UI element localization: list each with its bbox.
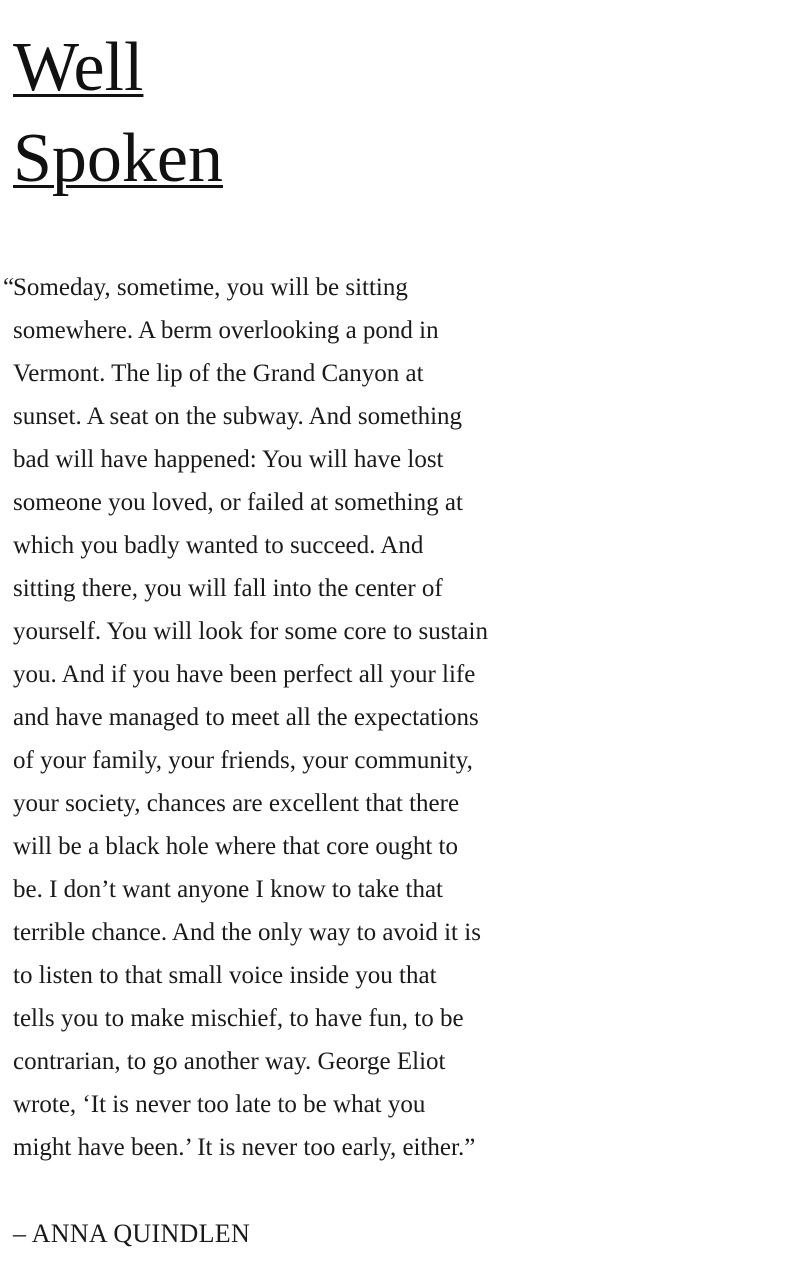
quote-line: will be a black hole where that core ought to <box>13 833 458 860</box>
quote-line: tells you to make mischief, to have fun, to be <box>13 1005 464 1032</box>
quote-line: you. And if you have been perfect all your life <box>13 661 476 688</box>
quote-line: bad will have happened: You will have lost <box>13 446 444 473</box>
page-title <box>13 22 223 204</box>
quote-line: yourself. You will look for some core to sustain <box>13 618 488 645</box>
quote-line: contrarian, to go another way. George Eliot <box>13 1048 446 1075</box>
quote-line: your society, chances are excellent that there <box>13 790 460 817</box>
quote-attribution: – ANNA QUINDLEN <box>13 1219 251 1248</box>
quote-line: of your family, your friends, your community, <box>13 747 473 774</box>
quote-line: somewhere. A berm overlooking a pond in <box>13 317 439 344</box>
quote-line: terrible chance. And the only way to avoid it is <box>13 919 481 946</box>
opening-quote-mark: “ <box>3 274 15 301</box>
quote-line: Someday, sometime, you will be sitting <box>13 274 408 301</box>
quote-line: be. I don’t want anyone I know to take that <box>13 876 443 903</box>
quote-line: and have managed to meet all the expectations <box>13 704 479 731</box>
quote-line: which you badly wanted to succeed. And <box>13 532 424 559</box>
quote-line: might have been.’ It is never too early, either.” <box>13 1134 476 1161</box>
quote-line: to listen to that small voice inside you that <box>13 962 437 989</box>
title-line-1: Well <box>13 29 144 106</box>
quote-line: sitting there, you will fall into the center of <box>13 575 443 602</box>
quote-line: sunset. A seat on the subway. And something <box>13 403 463 430</box>
quote-line: wrote, ‘It is never too late to be what you <box>13 1091 426 1118</box>
quote-line: someone you loved, or failed at something at <box>13 489 463 516</box>
quote-line: Vermont. The lip of the Grand Canyon at <box>13 360 424 387</box>
title-line-2: Spoken <box>13 120 223 197</box>
quote-block <box>3 266 543 1169</box>
